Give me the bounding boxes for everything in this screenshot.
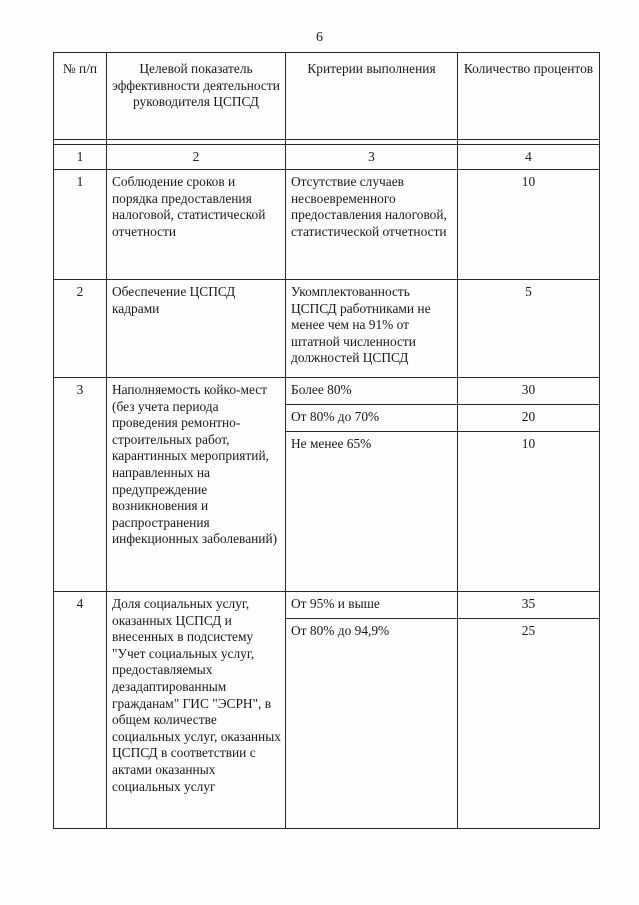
table-row — [54, 378, 600, 405]
row-percent: 10 — [458, 170, 600, 280]
table-row — [54, 592, 600, 619]
row-percent: 10 — [458, 432, 600, 592]
header-indicator: Целевой показатель эффективности деятельности руководителя ЦСПСД — [107, 53, 286, 140]
row-indicator: Соблюдение сроков и порядка предоставления налоговой, статистической отчетности — [107, 170, 286, 280]
row-criteria: Не менее 65% — [286, 432, 458, 592]
table-row — [54, 170, 600, 280]
header-number: № п/п — [54, 53, 107, 140]
row-number: 3 — [54, 378, 107, 592]
row-criteria: От 80% до 94,9% — [286, 619, 458, 829]
row-criteria: Отсутствие случаев несвоевременного предоставления налоговой, статистической отчетности — [286, 170, 458, 280]
page-number: 6 — [316, 30, 323, 45]
row-criteria: От 80% до 70% — [286, 405, 458, 432]
row-indicator: Наполняемость койко-мест (без учета периода проведения ремонтно-строительных работ, карантинных мероприятий, направленных на предупреждение возникновения и распространения инфекционных заболеваний) — [107, 378, 286, 592]
column-number: 4 — [458, 145, 600, 170]
row-percent: 35 — [458, 592, 600, 619]
row-indicator: Обеспечение ЦСПСД кадрами — [107, 280, 286, 378]
column-number: 1 — [54, 145, 107, 170]
column-number-row — [54, 145, 600, 170]
row-criteria: От 95% и выше — [286, 592, 458, 619]
header-percent: Количество процентов — [458, 53, 600, 140]
table-header-row — [54, 53, 600, 140]
row-indicator: Доля социальных услуг, оказанных ЦСПСД и внесенных в подсистему "Учет социальных услуг, предоставляемых дезадаптированным гражданам" ГИС "ЭСРН", в общем количестве социальных услуг, оказанных ЦСПСД в соответствии с актами оказанных социальных услуг — [107, 592, 286, 829]
row-number: 1 — [54, 170, 107, 280]
performance-indicators-table — [53, 52, 600, 829]
row-criteria: Более 80% — [286, 378, 458, 405]
row-criteria: Укомплектованность ЦСПСД работниками не менее чем на 91% от штатной численности должностей ЦСПСД — [286, 280, 458, 378]
row-percent: 25 — [458, 619, 600, 829]
column-number: 3 — [286, 145, 458, 170]
column-number: 2 — [107, 145, 286, 170]
row-percent: 5 — [458, 280, 600, 378]
table-row — [54, 280, 600, 378]
row-number: 2 — [54, 280, 107, 378]
header-criteria: Критерии выполнения — [286, 53, 458, 140]
row-percent: 20 — [458, 405, 600, 432]
row-number: 4 — [54, 592, 107, 829]
row-percent: 30 — [458, 378, 600, 405]
